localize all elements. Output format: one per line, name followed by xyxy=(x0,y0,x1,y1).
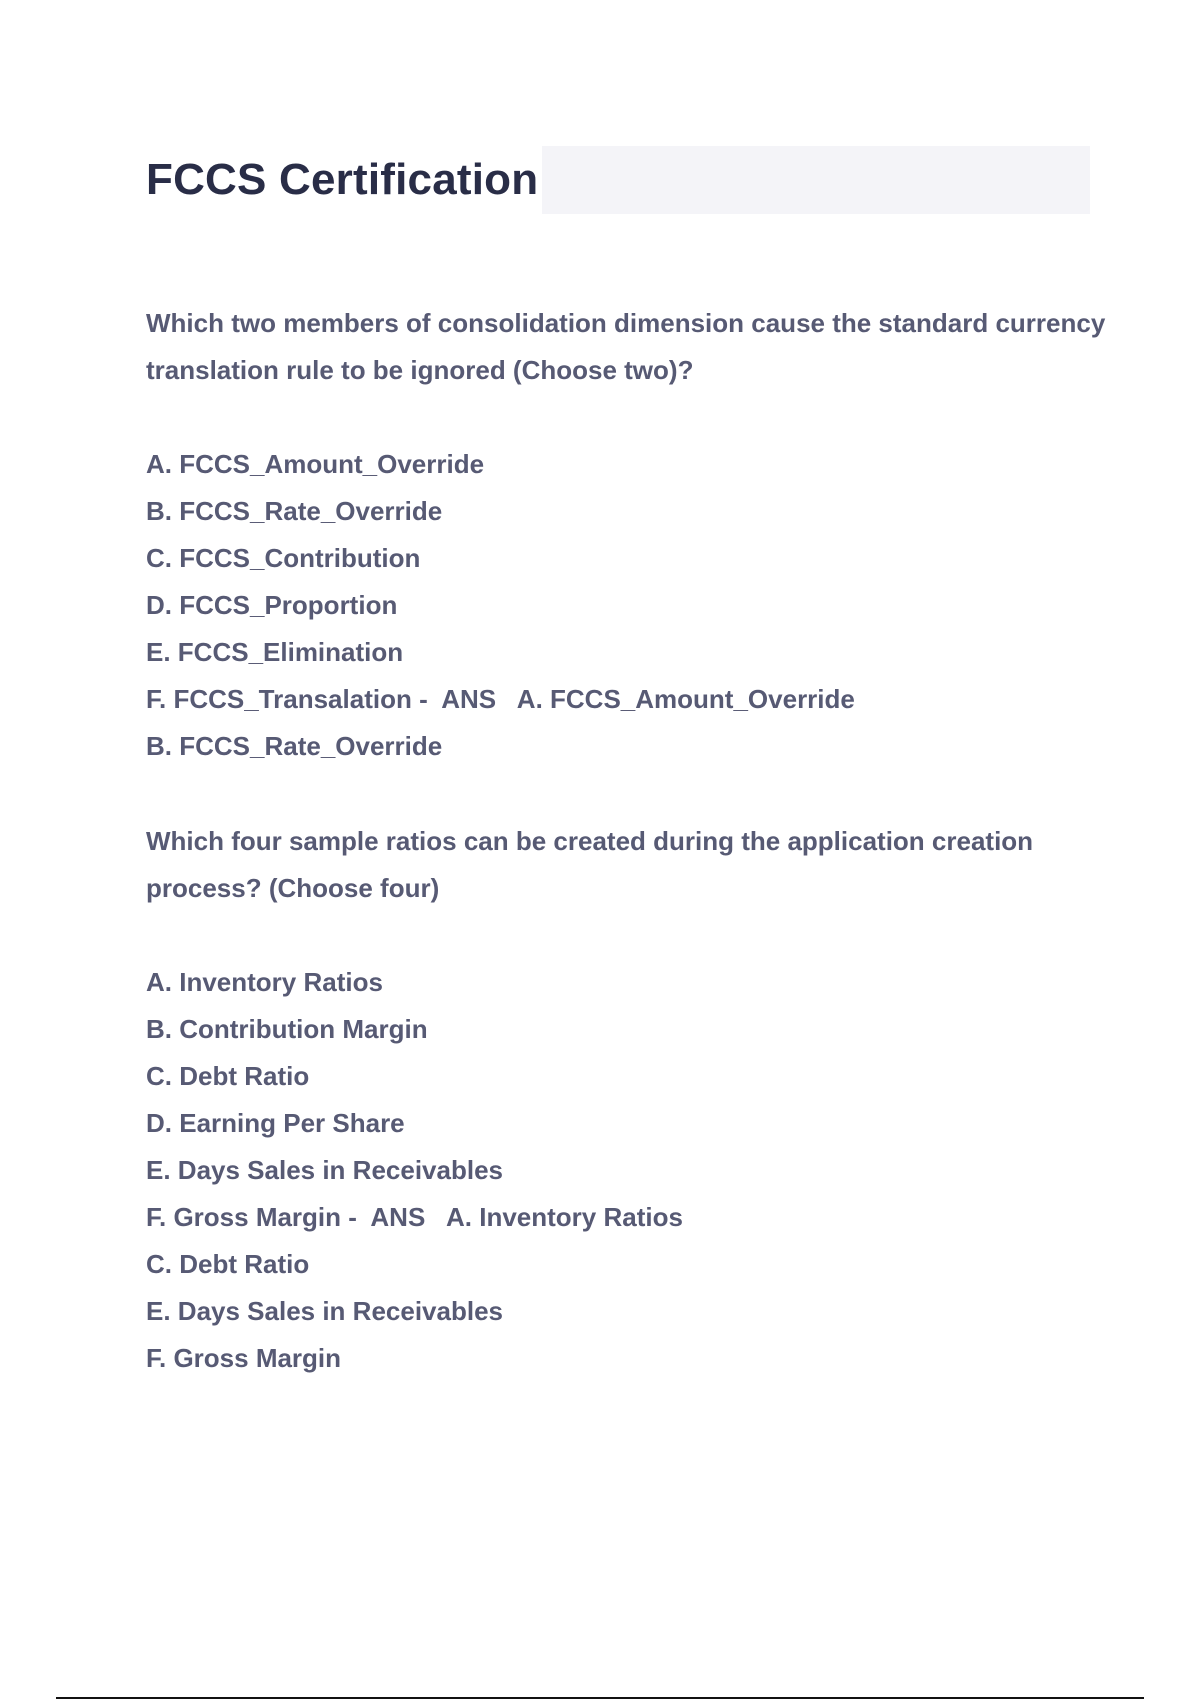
answer-line: B. FCCS_Rate_Override xyxy=(146,496,443,526)
document-body xyxy=(146,300,1106,1382)
answer-list xyxy=(146,959,1106,1382)
answer-line: E. Days Sales in Receivables xyxy=(146,1296,503,1326)
answer-list xyxy=(146,441,1106,770)
page-title: FCCS Certification xyxy=(146,146,542,214)
answer-line: C. Debt Ratio xyxy=(146,1061,310,1091)
answer-line: E. FCCS_Elimination xyxy=(146,637,404,667)
page-bottom-rule xyxy=(56,1697,1144,1699)
answer-line: C. Debt Ratio xyxy=(146,1249,310,1279)
answer-line: F. Gross Margin xyxy=(146,1343,342,1373)
answer-line: E. Days Sales in Receivables xyxy=(146,1155,503,1185)
answer-line: A. FCCS_Amount_Override xyxy=(146,449,485,479)
question-text: Which two members of consolidation dimension cause the standard currency translation rule to be ignored (Choose two)? xyxy=(146,308,1106,385)
answer-line: D. FCCS_Proportion xyxy=(146,590,398,620)
question-block-2 xyxy=(146,818,1106,1382)
answer-line: B. FCCS_Rate_Override xyxy=(146,731,443,761)
answer-line: D. Earning Per Share xyxy=(146,1108,405,1138)
question-block-1 xyxy=(146,300,1106,770)
answer-line: A. Inventory Ratios xyxy=(146,967,383,997)
answer-line: F. Gross Margin - ANS A. Inventory Ratios xyxy=(146,1202,683,1232)
answer-line: C. FCCS_Contribution xyxy=(146,543,421,573)
question-text: Which four sample ratios can be created during the application creation process? (Choose four) xyxy=(146,826,1034,903)
answer-line: F. FCCS_Transalation - ANS A. FCCS_Amount_Override xyxy=(146,684,855,714)
answer-line: B. Contribution Margin xyxy=(146,1014,428,1044)
